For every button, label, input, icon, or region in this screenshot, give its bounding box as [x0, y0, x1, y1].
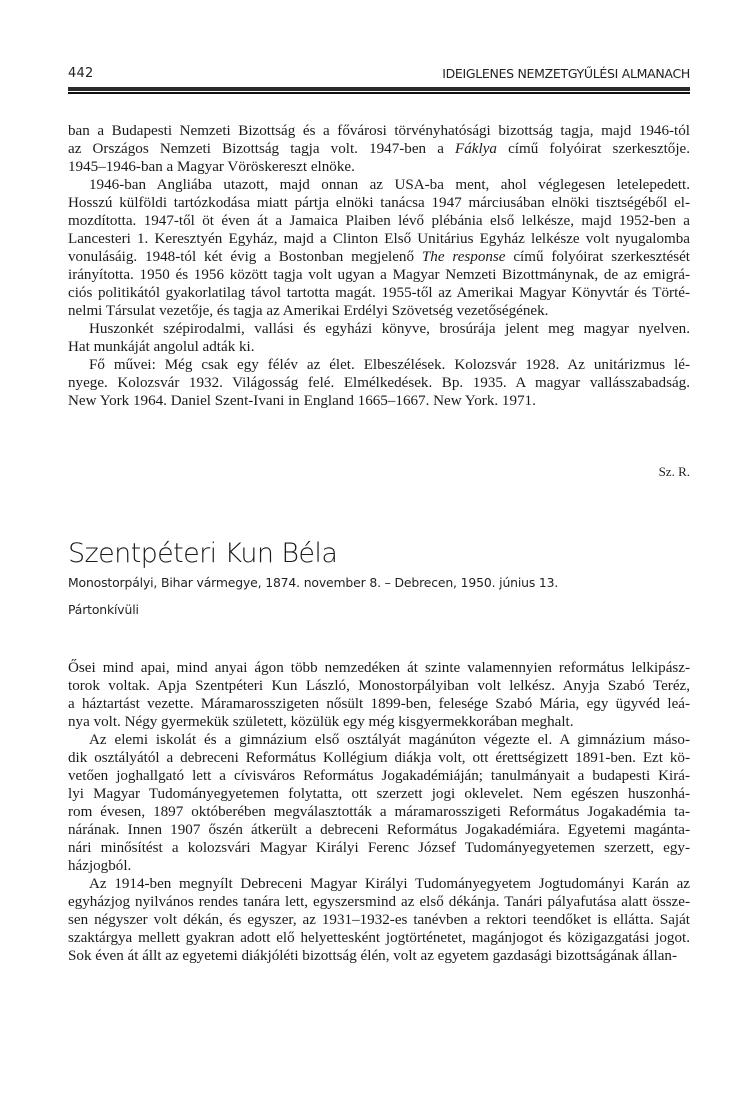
previous-entry-body	[68, 122, 690, 410]
text-line: Az 1914-ben megnyílt Debreceni Magyar Királyi Tudományegyetem Jogtudományi Karán az	[89, 876, 690, 892]
text-line: Az elemi iskolát és a gimnázium első osztályát magánúton végezte el. A gimnázium máso-	[89, 732, 690, 748]
text-line: nárának. Innen 1907 őszén átkerült a debreceni Református Jogakadémiára. Egyetemi magánta-	[68, 822, 690, 838]
text-line: Huszonkét szépirodalmi, vallási és egyházi könyve, brosúrája jelent meg magyar nyelven.	[89, 321, 690, 337]
header-rule	[68, 87, 690, 94]
journal-title: IDEIGLENES NEMZETGYŰLÉSI ALMANACH	[442, 66, 690, 81]
header-rule-thin	[68, 92, 690, 94]
entry-birth-death: Monostorpályi, Bihar vármegye, 1874. november 8. – Debrecen, 1950. június 13.	[68, 575, 559, 590]
text-line: mozdította. 1947-től öt éven át a Jamaica Plaiben lévő plébánia első lelkésze, majd 1952-ben a	[68, 213, 690, 229]
text-line: Lancesteri 1. Keresztyén Egyház, majd a Clinton Első Unitárius Egyház lelkésze volt nyugalomba	[68, 231, 690, 247]
text-line: Sok éven át állt az egyetemi diákjóléti bizottság élén, volt az egyetem gazdasági bizottságának állan-	[68, 948, 677, 964]
paragraph	[68, 122, 690, 176]
text-line: rom évesen, 1897 októberében megválasztották a máramarosszigeti Református Jogakadémia ta-	[68, 804, 690, 820]
paragraph	[68, 731, 690, 875]
text-line: házjogból.	[68, 858, 132, 874]
paragraph	[68, 659, 690, 731]
page-number: 442	[68, 66, 94, 81]
text-line: ciós politikától gyakorlatilag távol tartotta magát. 1955-től az Amerikai Magyar Könyvtár és Törté-	[68, 285, 690, 301]
text-line: ban a Budapesti Nemzeti Bizottság és a fővárosi törvényhatósági bizottság tagja, majd 1946-tól	[68, 123, 690, 139]
paragraph	[68, 356, 690, 410]
paragraph	[68, 320, 690, 356]
text-line: egyházjog nyilvános rendes tanára lett, egyszersmind az első dékánja. Tanári pályafutása alatt össze-	[68, 894, 690, 910]
text-line: irányította. 1950 és 1956 között tagja volt ugyan a Magyar Nemzeti Bizottmánynak, de az emigrá-	[68, 267, 690, 283]
running-head	[68, 64, 690, 84]
text-line: nári minősítést a kolozsvári Magyar Királyi Ferenc József Tudományegyetemen szerzett, egy-	[68, 840, 690, 856]
text-line: nyege. Kolozsvár 1932. Világosság felé. Elmélkedések. Bp. 1935. A magyar vallásszabadság.	[68, 375, 690, 391]
text-line: szaktárgya mellett gyakran adott elő helyettesként jogtörténetet, magánjogot és közigazgatási jogot.	[68, 930, 690, 946]
entry-party: Pártonkívüli	[68, 602, 139, 617]
header-rule-thick	[68, 87, 690, 91]
text-line: sen négyszer volt dékán, és egyszer, az 1931–1932-es tanévben a rektori teendőket is ellátta. Saját	[68, 912, 690, 928]
text-line: nelmi Társulat vezetője, és tagja az Amerikai Erdélyi Szövetség vezetőségének.	[68, 303, 549, 319]
text-line: Ősei mind apai, mind anyai ágon több nemzedéken át szinte valamennyien református lelkipász-	[68, 660, 690, 676]
text-line: dik osztályától a debreceni Református Kollégium diákja volt, ott érettségizett 1891-ben. Ezt kö-	[68, 750, 690, 766]
text-line: vetően joghallgató lett a cívisváros Református Jogakadémiáján; tanulmányait a budapesti Kirá-	[68, 768, 690, 784]
text-line: lyi Magyar Tudományegyetemen folytatta, ott szerzett jogi oklevelet. Nem egészen huszonhá-	[68, 786, 690, 802]
text-line: Hosszú külföldi tartózkodása miatt pártja elnöki tanácsa 1947 márciusában elnöki tisztségéből el-	[68, 195, 690, 211]
paragraph	[68, 875, 690, 965]
entry-body	[68, 659, 690, 965]
text-line: New York 1964. Daniel Szent-Ivani in England 1665–1667. New York. 1971.	[68, 393, 536, 409]
text-line: 1945–1946-ban a Magyar Vöröskereszt elnöke.	[68, 159, 355, 175]
paragraph	[68, 176, 690, 320]
text-line: Fő művei: Még csak egy félév az élet. Elbeszélések. Kolozsvár 1928. Az unitárizmus lé-	[89, 357, 690, 373]
author-signature: Sz. R.	[658, 464, 690, 479]
text-line: nya volt. Négy gyermekük született, közülük egy még kisgyermekkorában meghalt.	[68, 714, 574, 730]
entry-name: Szentpéteri Kun Béla	[68, 538, 338, 569]
text-line: torok voltak. Apja Szentpéteri Kun László, Monostorpályiban volt lelkész. Anyja Szabó Teréz,	[68, 678, 690, 694]
text-line: 1946-ban Angliába utazott, majd onnan az USA-ba ment, ahol véglegesen letelepedett.	[89, 177, 690, 193]
text-line: a háztartást vezette. Máramarosszigeten nősült 1899-ben, felesége Szabó Mária, egy ügyvéd leá-	[68, 696, 690, 712]
text-line: Hat munkáját angolul adták ki.	[68, 339, 255, 355]
text-line: vonulásáig. 1948-tól két évig a Bostonban megjelenő The response című folyóirat szerkesztését	[68, 249, 691, 265]
text-line: az Országos Nemzeti Bizottság tagja volt. 1947-ben a Fáklya című folyóirat szerkesztője.	[68, 141, 691, 157]
